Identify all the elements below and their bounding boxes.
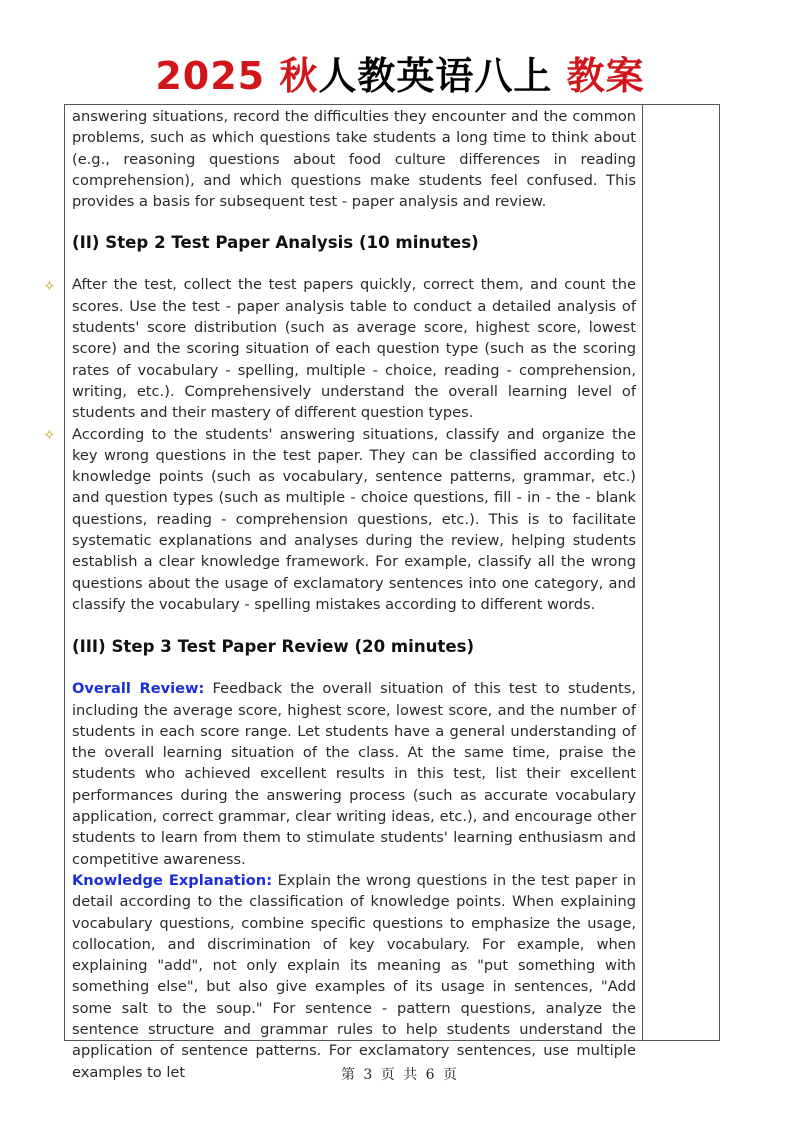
step2-bullet-1: After the test, collect the test papers quickly, correct them, and count the scores. Use the test - paper analysis table to conduct a detailed analysis of students' score distribution (such as average score, highest score, lowest score) and the scoring situation of each question type (such as the scoring rates of vocabulary - spelling, multiple - choice, reading - comprehension, writing, etc.). Comprehensively understand the overall learning level of students and their mastery of different question types. [72, 276, 636, 422]
overall-review-text: Feedback the overall situation of this test to students, including the average score, highest score, lowest score, and the number of students in each score range. Let students have a general understanding of the overall learning situation of the class. At the same time, praise the students who achieved excellent results in this test, list their excellent performances during the answering process (such as accurate vocabulary application, correct grammar, clear writing ideas, etc.), and encourage other students to learn from them to stimulate students' learning enthusiasm and competitive awareness. [72, 680, 636, 868]
knowledge-explanation-text: Explain the wrong questions in the test paper in detail according to the classification of knowledge points. When explaining vocabulary questions, combine specific questions to emphasize the usage, collocation, and discrimination of key vocabulary. For example, when explaining "add", not only explain its meaning as "put something with something else", but also give examples of its usage in sentences, "Add some salt to the soup." For sentence - pattern questions, analyze the sentence structure and grammar rules to help students understand the application of sentence patterns. For exclamatory sentences, use multiple examples to let [72, 871, 636, 1081]
sparkle-bullet-icon: ✧ [43, 277, 56, 295]
step2-bullet-2: According to the students' answering situations, classify and organize the key wrong questions in the test paper. They can be classified according to knowledge points (such as vocabulary, sentence patterns, grammar, etc.) and question types (such as multiple - choice questions, fill - in - the - blank questions, reading - comprehension questions, etc.). This is to facilitate systematic explanations and analyses during the review, helping students establish a clear knowledge framework. For example, classify all the wrong questions about the usage of exclamatory sentences into one category, and classify the vocabulary - spelling mistakes according to different words. [72, 425, 636, 613]
page-number: 第 3 页 共 6 页 [340, 1067, 460, 1083]
overall-review-label: Overall Review: [72, 680, 205, 698]
sparkle-bullet-icon: ✧ [43, 426, 56, 444]
overall-review-paragraph [72, 678, 636, 870]
table-column-divider [642, 105, 643, 1040]
step2-heading: (II) Step 2 Test Paper Analysis (10 minutes) [72, 233, 479, 253]
knowledge-explanation-paragraph [72, 870, 636, 1083]
intro-paragraph: answering situations, record the difficulties they encounter and the common problems, such as which questions take students a long time to think about (e.g., reasoning questions about food culture differences in reading comprehension), and which questions make students feel confused. This provides a basis for subsequent test - paper analysis and review. [72, 108, 636, 211]
lesson-content [72, 106, 636, 1083]
knowledge-explanation-label: Knowledge Explanation: [72, 871, 273, 889]
page-title [0, 52, 800, 100]
page-title-year: 2025 秋 [155, 54, 319, 98]
step3-heading: (III) Step 3 Test Paper Review (20 minutes) [72, 637, 475, 657]
page-title-type: 教案 [566, 54, 645, 98]
page-title-subject: 人教英语八上 [318, 54, 553, 98]
